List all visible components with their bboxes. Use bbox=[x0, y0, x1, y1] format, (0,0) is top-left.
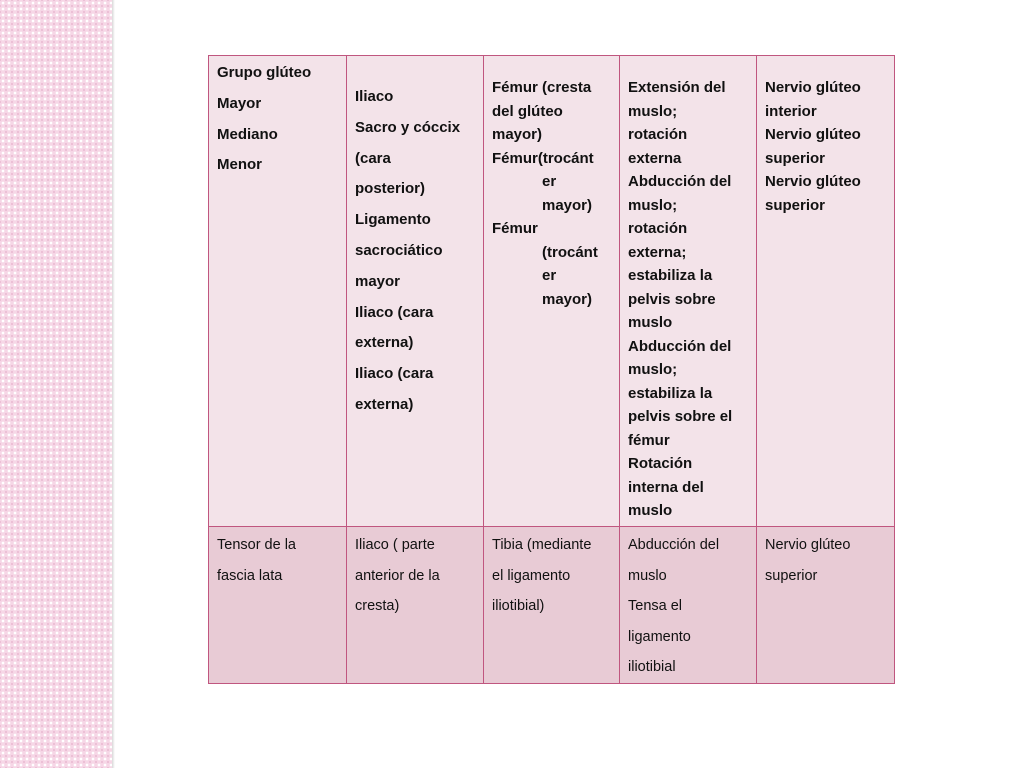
cell-muscle bbox=[209, 527, 347, 684]
cell-line: muslo; bbox=[628, 102, 678, 120]
cell-line: estabiliza la bbox=[628, 267, 713, 284]
cell-line: muslo; bbox=[628, 361, 678, 378]
table-row-grupo-gluteo bbox=[209, 56, 895, 527]
decorative-side-strip bbox=[0, 0, 112, 768]
cell-line: interna del bbox=[628, 478, 704, 496]
cell-line: fémur bbox=[628, 431, 670, 449]
cell-line: Sacro y cóccix bbox=[355, 118, 461, 136]
cell-line: mayor bbox=[355, 272, 401, 290]
cell-line: Grupo glúteo bbox=[217, 64, 312, 81]
cell-muscle bbox=[209, 56, 347, 527]
cell-line: Abducción del bbox=[628, 537, 720, 553]
cell-line: Tensa el bbox=[628, 598, 683, 614]
cell-line: Nervio glúteo bbox=[765, 537, 851, 553]
cell-line: externa) bbox=[355, 334, 414, 352]
cell-line: Fémur bbox=[492, 220, 538, 237]
muscle-table bbox=[208, 55, 895, 684]
cell-line: muslo bbox=[628, 502, 673, 519]
cell-line: Abducción del bbox=[628, 337, 732, 355]
cell-line: fascia lata bbox=[217, 567, 283, 584]
cell-line: iliotibial) bbox=[492, 598, 545, 614]
cell-line: iliotibial bbox=[628, 659, 676, 675]
cell-line: Fémur(trocánt bbox=[492, 149, 594, 167]
cell-line: ligamento bbox=[628, 628, 691, 645]
cell-line: cresta) bbox=[355, 598, 400, 614]
cell-line: er bbox=[542, 267, 557, 284]
cell-origin bbox=[347, 56, 484, 527]
cell-line: Nervio glúteo bbox=[765, 126, 861, 143]
cell-line: (cara bbox=[355, 149, 391, 167]
cell-line: sacrociático bbox=[355, 241, 443, 259]
cell-line: Mediano bbox=[217, 125, 278, 143]
cell-line: muslo bbox=[628, 314, 673, 331]
cell-line: del glúteo bbox=[492, 102, 563, 120]
cell-line: externa) bbox=[355, 395, 414, 413]
cell-line: Mayor bbox=[217, 94, 262, 112]
cell-line: rotación bbox=[628, 220, 688, 237]
cell-line: interior bbox=[765, 102, 817, 120]
cell-line: mayor) bbox=[492, 126, 543, 143]
side-strip-edge bbox=[112, 0, 115, 768]
cell-line: estabiliza la bbox=[628, 384, 713, 402]
cell-line: Nervio glúteo bbox=[765, 79, 861, 96]
cell-insertion bbox=[484, 56, 620, 527]
cell-line: Rotación bbox=[628, 455, 693, 472]
cell-line: superior bbox=[765, 196, 826, 214]
cell-line: anterior de la bbox=[355, 567, 440, 584]
cell-line: muslo; bbox=[628, 196, 678, 214]
cell-origin bbox=[347, 527, 484, 684]
cell-line: superior bbox=[765, 149, 826, 167]
cell-line: Iliaco (cara bbox=[355, 303, 434, 321]
cell-innervation bbox=[757, 527, 895, 684]
cell-line: posterior) bbox=[355, 180, 426, 198]
cell-line: Tensor de la bbox=[217, 537, 296, 553]
cell-action bbox=[620, 527, 757, 684]
cell-line: externa bbox=[628, 149, 682, 167]
cell-line: muslo bbox=[628, 567, 667, 584]
cell-line: Menor bbox=[217, 156, 262, 174]
cell-line: pelvis sobre bbox=[628, 290, 716, 308]
cell-line: el ligamento bbox=[492, 567, 571, 584]
cell-line: mayor) bbox=[542, 196, 593, 214]
cell-line: rotación bbox=[628, 126, 688, 143]
cell-innervation bbox=[757, 56, 895, 527]
cell-line: externa; bbox=[628, 243, 687, 261]
cell-line: Abducción del bbox=[628, 173, 732, 190]
cell-line: Nervio glúteo bbox=[765, 173, 861, 190]
cell-line: mayor) bbox=[542, 290, 593, 308]
cell-line: Iliaco bbox=[355, 88, 394, 105]
cell-line: Ligamento bbox=[355, 211, 431, 229]
cell-line: Fémur (cresta bbox=[492, 79, 592, 96]
cell-line: Iliaco (cara bbox=[355, 365, 434, 383]
cell-line: superior bbox=[765, 567, 818, 584]
cell-insertion bbox=[484, 527, 620, 684]
cell-line: Extensión del bbox=[628, 79, 726, 96]
cell-line: Iliaco ( parte bbox=[355, 537, 435, 553]
cell-line: (trocánt bbox=[542, 243, 598, 261]
table-row-tensor-fascia-lata bbox=[209, 527, 895, 684]
cell-line: pelvis sobre el bbox=[628, 408, 733, 425]
cell-line: Tibia (mediante bbox=[492, 537, 592, 553]
cell-action bbox=[620, 56, 757, 527]
cell-line: er bbox=[542, 173, 557, 190]
